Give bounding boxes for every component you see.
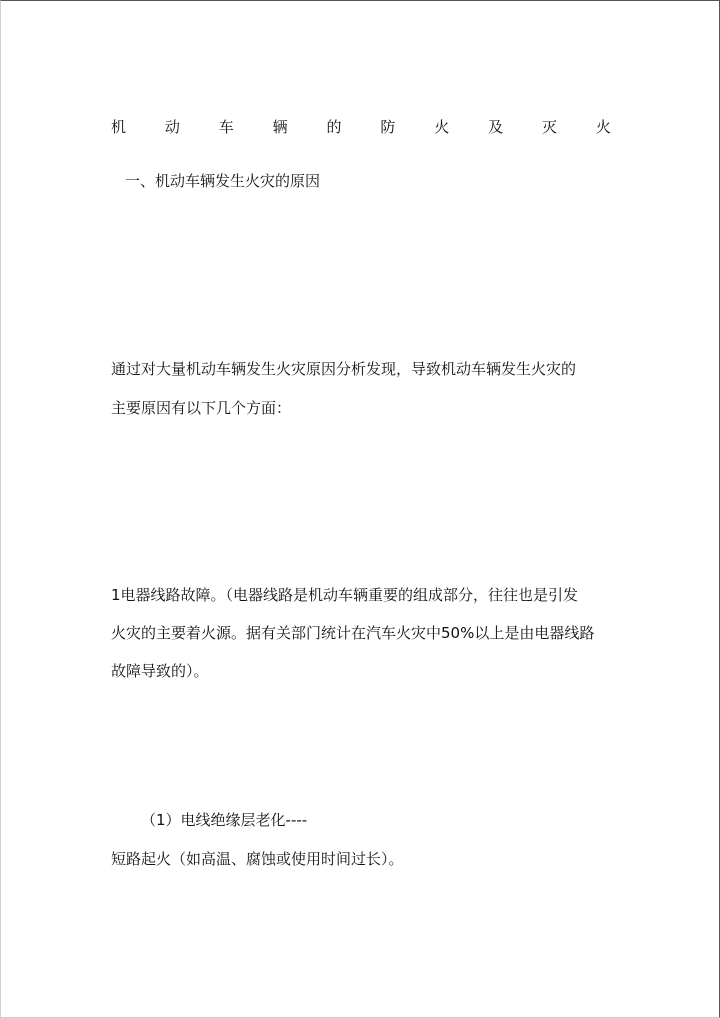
title-char: 辆 [272,118,288,136]
title-char: 火 [434,118,450,136]
item-1-line-3: 故障导致的）。 [111,662,209,680]
title-char: 的 [326,118,342,136]
title-char: 火 [595,118,611,136]
subitem-1-line-1: （1）电线绝缘层老化---- [141,811,308,829]
title-char: 防 [380,118,396,136]
item-1-line-2: 火灾的主要着火源。据有关部门统计在汽车火灾中50%以上是由电器线路 [111,624,595,642]
title-char: 动 [164,118,180,136]
section-heading: 一、机动车辆发生火灾的原因 [125,172,321,190]
intro-paragraph-line-2: 主要原因有以下几个方面： [111,399,292,417]
title-char: 机 [111,118,127,136]
title-char: 车 [218,118,234,136]
title-char: 灭 [542,118,558,136]
subitem-1-line-2: 短路起火（如高温、腐蚀或使用时间过长）。 [111,850,404,868]
document-title [111,117,611,137]
intro-paragraph-line-1: 通过对大量机动车辆发生火灾原因分析发现，导致机动车辆发生火灾的 [111,360,577,378]
item-1-line-1: 1电器线路故障。（电器线路是机动车辆重要的组成部分，往往也是引发 [111,586,579,604]
title-char: 及 [488,118,504,136]
